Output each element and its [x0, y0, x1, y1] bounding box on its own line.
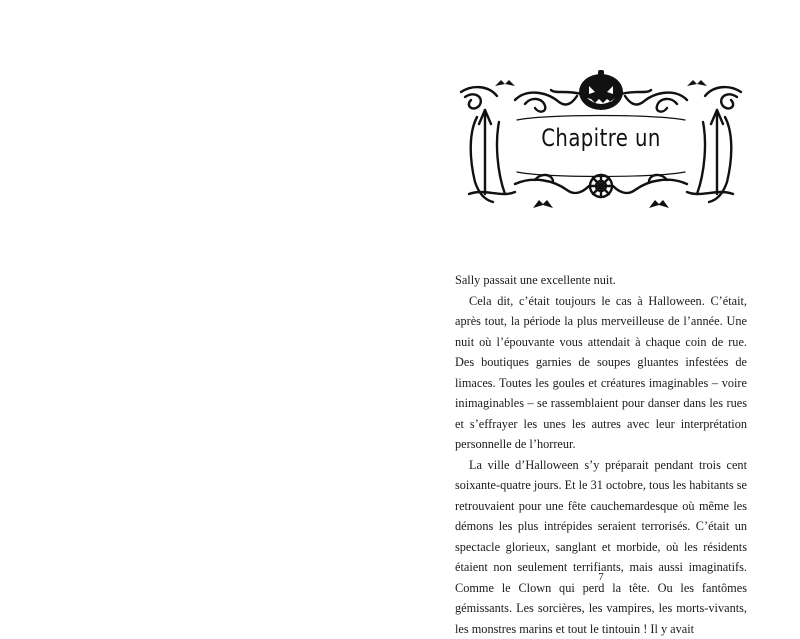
body-text [455, 270, 747, 639]
paragraph-1: Sally passait une excellente nuit. [455, 270, 747, 291]
page-number: 7 [455, 571, 747, 583]
paragraph-3: La ville d’Halloween s’y préparait pendant trois cent soixante-quatre jours. Et le 31 octobre, tous les habitants se retrouvaient pour une fête cauchemardesque où même les démons les plus intrépides seraient terrorisés. C’était un spectacle glorieux, sanglant et morbide, où les résidents étaient non seulement terrifiants, mais aussi imaginatifs. Comme le Clown qui perd la tête. Ou les fantômes gémissants. Les sorcières, les vampires, les morts-vivants, les monstres marins et tout le tintouin ! Il y avait [455, 455, 747, 639]
left-page-blank [0, 0, 400, 613]
chapter-title: Chapitre un [481, 124, 720, 152]
paragraph-2: Cela dit, c’était toujours le cas à Halloween. C’était, après tout, la période la plus merveilleuse de l’année. Une nuit où l’épouvante vous attendait à chaque coin de rue. Des boutiques garnies de soupes gluantes infestées de limaces. Toutes les goules et créatures imaginables – voire inimaginables – se rassemblaient pour danser dans les rues et s’effrayer les unes les autres avec leur interprétation personnelle de l’horreur. [455, 291, 747, 455]
pumpkin-icon [579, 70, 623, 110]
